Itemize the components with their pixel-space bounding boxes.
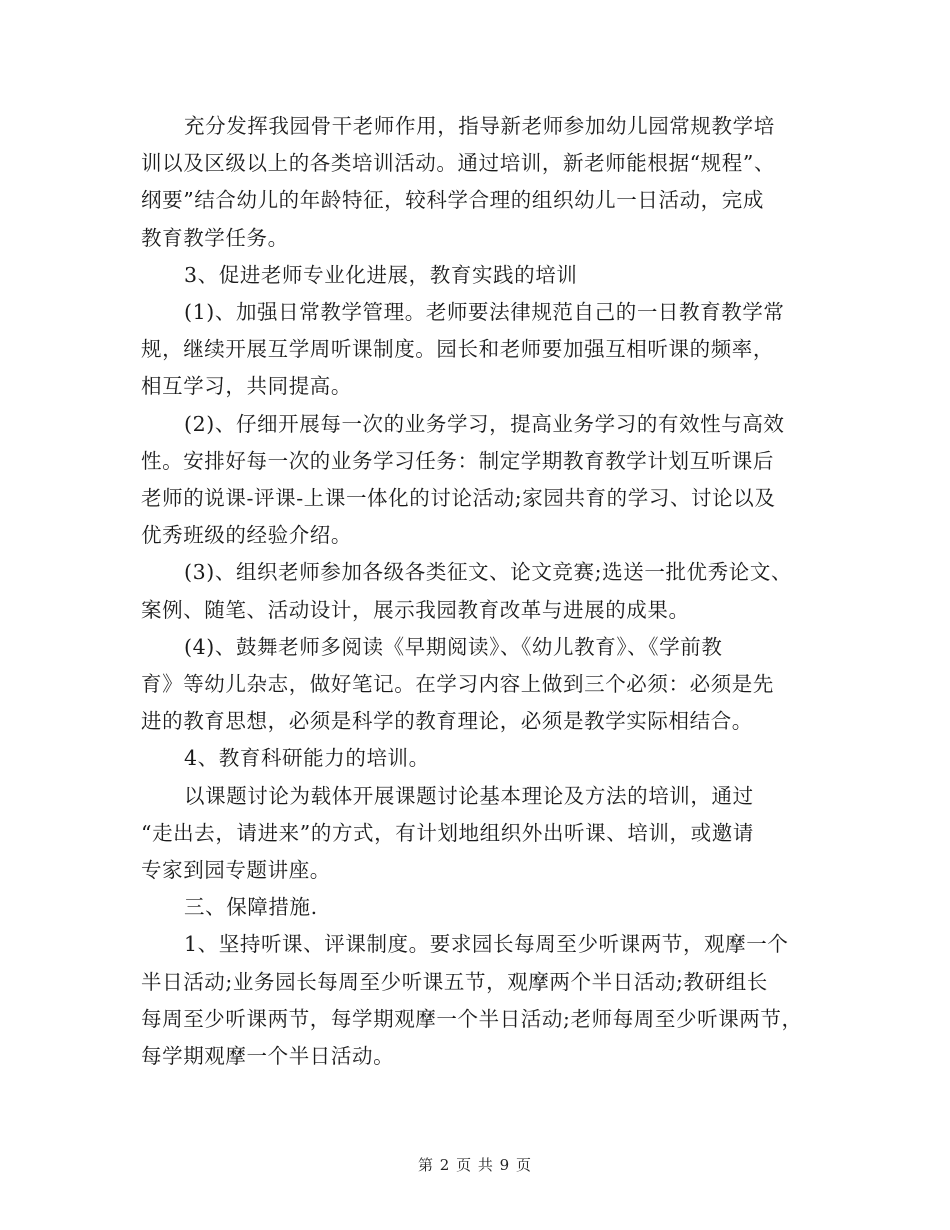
paragraph-line: 训以及区级以上的各类培训活动。通过培训，新老师能根据“规程”、 bbox=[141, 151, 776, 176]
paragraph-line: (1)、加强日常教学管理。老师要法律规范自己的一日教育教学常 bbox=[184, 300, 785, 325]
paragraph-line: 充分发挥我园骨干老师作用，指导新老师参加幼儿园常规教学培 bbox=[184, 114, 775, 138]
paragraph-line: 规，继续开展互学周听课制度。园长和老师要加强互相听课的频率， bbox=[141, 337, 774, 362]
paragraph-line: “走出去，请进来”的方式，有计划地组织外出听课、培训，或邀请 bbox=[141, 820, 754, 845]
paragraph-line: 进的教育思想，必须是科学的教育理论，必须是教学实际相结合。 bbox=[141, 709, 753, 734]
paragraph-line: 以课题讨论为载体开展课题讨论基本理论及方法的培训，通过 bbox=[184, 783, 754, 808]
body-text bbox=[141, 108, 821, 1075]
paragraph-line: 1、坚持听课、评课制度。要求园长每周至少听课两节，观摩一个 bbox=[184, 932, 789, 957]
paragraph-line: 老师的说课-评课-上课一体化的讨论活动;家园共育的学习、讨论以及 bbox=[141, 486, 776, 511]
paragraph-line: 优秀班级的经验介绍。 bbox=[141, 523, 352, 548]
paragraph-line: 半日活动;业务园长每周至少听课五节，观摩两个半日活动;教研组长 bbox=[141, 969, 768, 994]
paragraph-line: 纲要”结合幼儿的年龄特征，较科学合理的组织幼儿一日活动，完成 bbox=[141, 188, 764, 213]
paragraph-line: (3)、组织老师参加各级各类征文、论文竞赛;选送一批优秀论文、 bbox=[184, 560, 793, 585]
section-heading: 三、保障措施. bbox=[184, 895, 318, 920]
paragraph-line: 案例、随笔、活动设计，展示我园教育改革与进展的成果。 bbox=[141, 597, 690, 622]
section-heading: 4、教育科研能力的培训。 bbox=[184, 746, 430, 771]
paragraph-line: 育》等幼儿杂志，做好笔记。在学习内容上做到三个必须：必须是先 bbox=[141, 672, 774, 697]
paragraph-line: 每周至少听课两节，每学期观摩一个半日活动;老师每周至少听课两节， bbox=[141, 1006, 803, 1031]
paragraph-line: (2)、仔细开展每一次的业务学习，提高业务学习的有效性与高效 bbox=[184, 411, 785, 436]
paragraph-line: 相互学习，共同提高。 bbox=[141, 374, 352, 399]
paragraph-line: 专家到园专题讲座。 bbox=[141, 858, 331, 883]
paragraph-line: 性。安排好每一次的业务学习任务：制定学期教育教学计划互听课后 bbox=[141, 448, 774, 473]
paragraph-line: 教育教学任务。 bbox=[141, 225, 289, 250]
paragraph-line: (4)、鼓舞老师多阅读《早期阅读》、《幼儿教育》、《学前教 bbox=[184, 634, 723, 659]
section-heading: 3、促进老师专业化进展，教育实践的培训 bbox=[184, 262, 578, 287]
page-number-footer: 第 2 页 共 9 页 bbox=[418, 1156, 532, 1174]
paragraph-line: 每学期观摩一个半日活动。 bbox=[141, 1044, 395, 1069]
